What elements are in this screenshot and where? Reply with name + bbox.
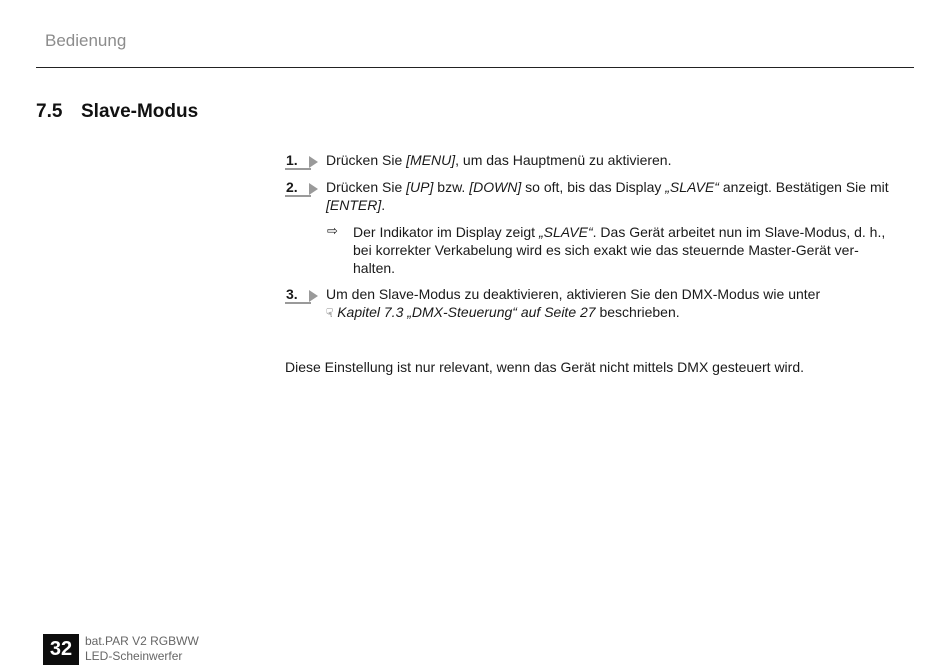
hand-pointer-icon: ☟: [326, 306, 334, 320]
step-number: 2.: [286, 179, 298, 195]
section-number: 7.5: [36, 101, 63, 122]
result-arrow-icon: ⇨: [327, 224, 338, 239]
section-title: Slave-Modus: [81, 101, 199, 122]
footer-product-subtitle: LED-Scheinwerfer: [85, 649, 183, 663]
step-text-part: .: [381, 197, 386, 213]
step-text-part: so oft, bis das Display: [521, 179, 666, 195]
result-text-part: bei korrekter Verkabelung wird es sich exakt wie das steuernde Master-Gerät ver-: [353, 242, 859, 258]
result-text-part: Der Indikator im Display zeigt: [353, 224, 539, 240]
result-text-part: halten.: [353, 260, 396, 276]
chapter-reference-link[interactable]: Kapitel 7.3 „DMX-Steuerung“ auf Seite 27: [337, 304, 596, 320]
step-text-part: Drücken Sie: [326, 152, 407, 168]
page-number-badge: 32: [43, 634, 79, 665]
display-value: „SLAVE“: [665, 179, 719, 195]
step-text-part: , um das Hauptmenü zu aktivieren.: [455, 152, 672, 168]
step-2: [285, 178, 915, 214]
step-text: [326, 151, 916, 169]
running-header: Bedienung: [45, 31, 127, 50]
step-arrow-icon: [309, 183, 318, 195]
step-result: [327, 223, 917, 277]
note-text: Diese Einstellung ist nur relevant, wenn das Gerät nicht mittels DMX gesteuert wird.: [285, 359, 805, 375]
step-underline: [285, 168, 311, 170]
step-underline: [285, 302, 311, 304]
key-label-enter: [ENTER]: [326, 197, 382, 213]
key-label-down: [DOWN]: [469, 179, 522, 195]
step-number: 3.: [286, 286, 298, 302]
step-3: [285, 285, 915, 321]
display-value: „SLAVE“: [538, 224, 593, 240]
step-number: 1.: [286, 152, 298, 168]
step-marker: [285, 285, 321, 303]
step-text: [326, 285, 916, 322]
step-text: [326, 178, 916, 214]
step-arrow-icon: [309, 290, 318, 302]
step-arrow-icon: [309, 156, 318, 168]
step-text-part: beschrieben.: [595, 304, 680, 320]
result-text: [353, 223, 915, 277]
step-text-part: Drücken Sie: [326, 179, 407, 195]
footer-product-name: bat.PAR V2 RGBWW: [85, 634, 199, 648]
section-heading: [36, 101, 198, 123]
step-marker: [285, 151, 321, 169]
step-text-part: bzw.: [433, 179, 470, 195]
step-marker: [285, 178, 321, 196]
key-label-up: [UP]: [406, 179, 434, 195]
step-1: [285, 151, 915, 169]
key-label-menu: [MENU]: [406, 152, 456, 168]
step-text-part: Um den Slave-Modus zu deaktivieren, aktivieren Sie den DMX-Modus wie unter: [326, 286, 821, 302]
result-text-part: . Das Gerät arbeitet nun im Slave-Modus, d. h.,: [592, 224, 886, 240]
step-underline: [285, 195, 311, 197]
step-text-part: anzeigt. Bestätigen Sie mit: [718, 179, 889, 195]
header-divider: [36, 67, 914, 68]
